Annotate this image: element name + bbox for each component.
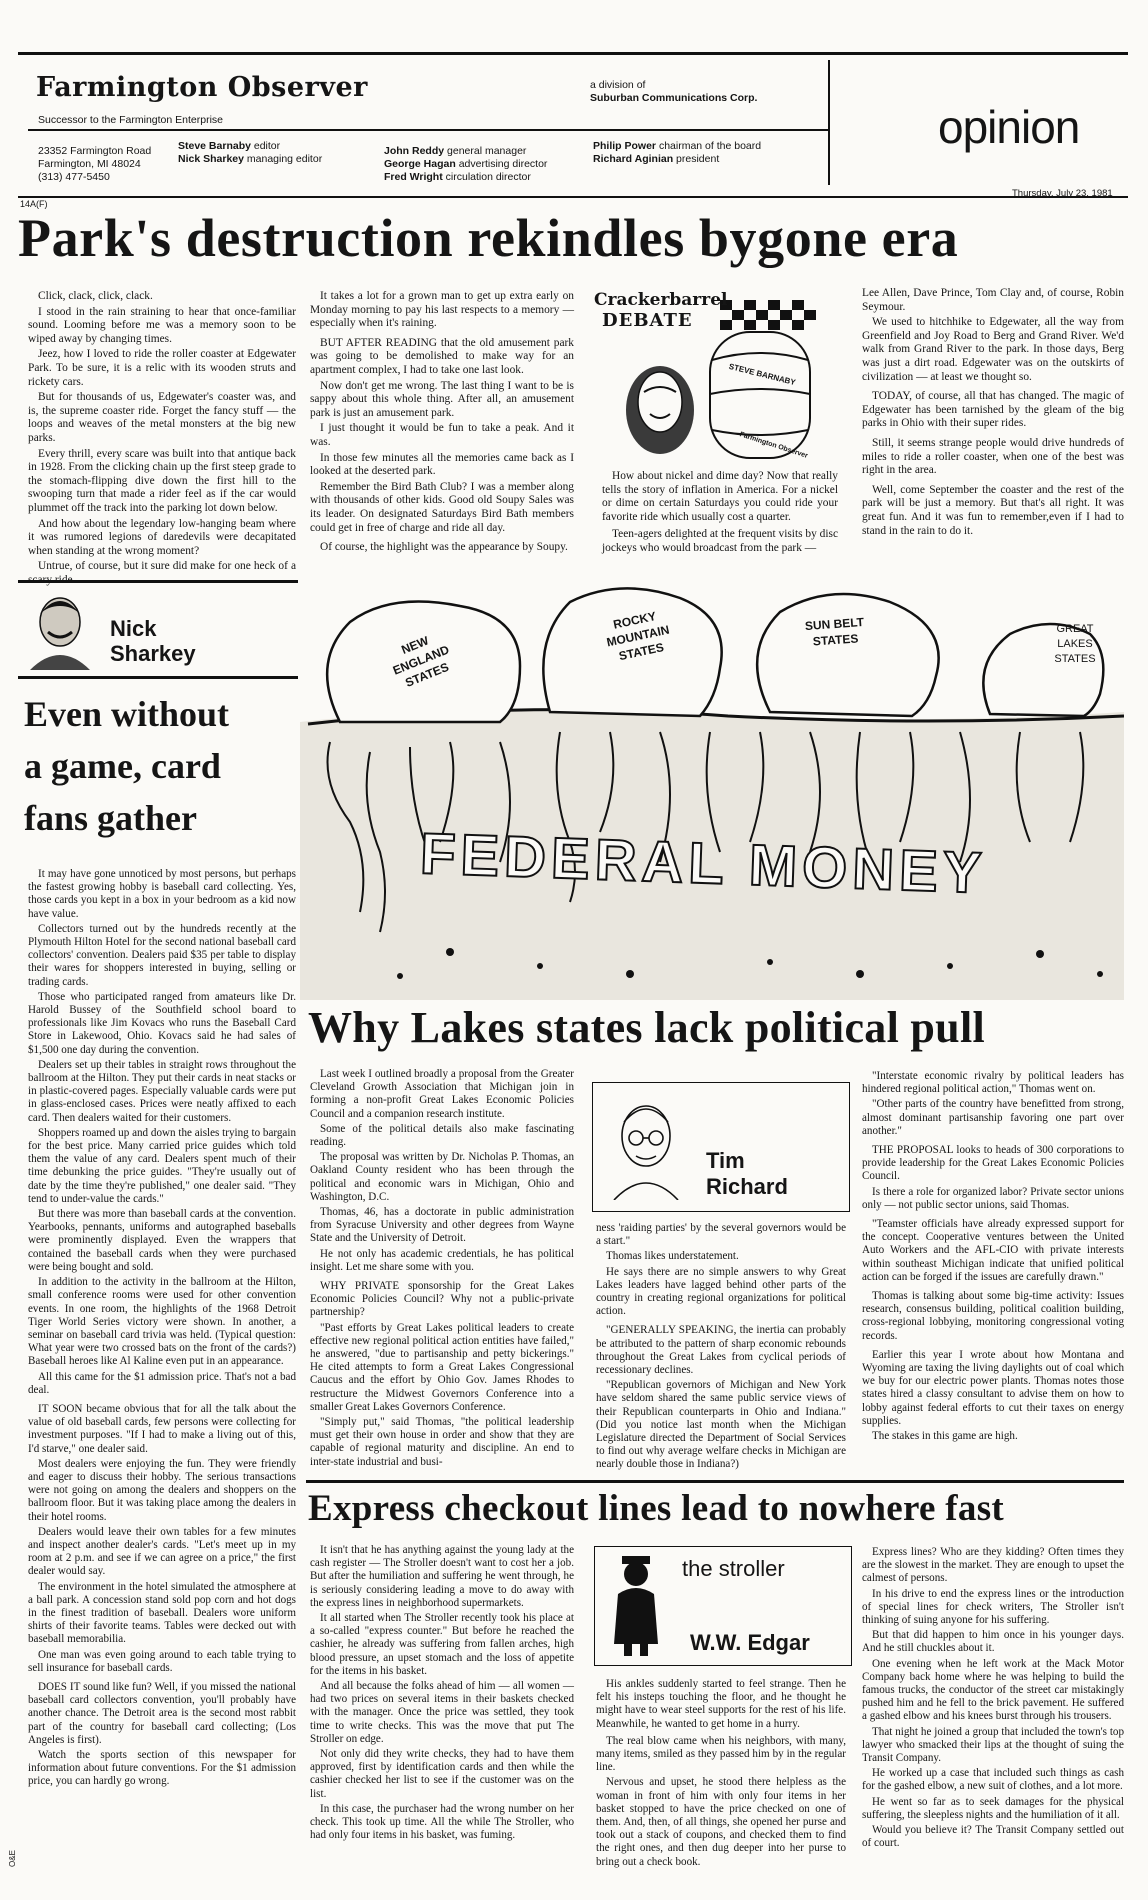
masthead-vertical-rule <box>828 60 830 185</box>
paragraph: "Other parts of the country have benefitted from strong, almost dominant partisanship favoring one part over another." <box>862 1098 1124 1137</box>
paragraph: IT SOON became obvious that for all the talk about the value of old baseball cards, few persons were collecting for investment purposes. "If I had to make a living out of this, I'd starve," one dealer said. <box>28 1402 296 1455</box>
debate-title: DEBATE <box>602 310 693 331</box>
article1-column-3 <box>602 470 838 558</box>
paragraph: "Republican governors of Michigan and New York have seldom shared the same public service views of their Republican counterparts in Ohio and Indiana." (Did you notice last month when the Michigan Legislature directed the Department of Social Services to find out why average welfare checks in Michigan are nearly double those in Indiana?) <box>596 1379 846 1471</box>
stroller-title: the stroller <box>682 1556 785 1581</box>
paragraph: That night he joined a group that included the town's top lawyer who smacked their lips at the thought of suing the Transit Company. <box>862 1725 1124 1765</box>
headline-card-fans <box>24 688 229 844</box>
masthead-top-rule <box>18 52 1128 55</box>
cartoon-caption-federal-money: FEDERAL MONEY <box>419 821 988 906</box>
paragraph: Shoppers roamed up and down the aisles trying to bargain for the best price. Many carried price guides which told them the value of any card. Dealers spent much of their time debunking the price guides. "They're usually out of date by the time they're published," one dealer said. "They tend to under-value the cards." <box>28 1126 296 1205</box>
article2-body <box>28 868 296 1791</box>
nick-sharkey-photo <box>26 592 94 670</box>
paragraph: "Teamster officials have already expressed support for the concept. Cooperative ventures between the United Auto Workers and the AFL-CIO with private interests within southeast Michigan indicate that unified political action can be forged if the issues are carefully drawn." <box>862 1218 1124 1283</box>
issue-date: Thursday, July 23, 1981 <box>1012 188 1113 199</box>
paragraph: WHY PRIVATE sponsorship for the Great Lakes Economic Policies Council? Why not a public-private partnership? <box>310 1280 574 1319</box>
paragraph: The environment in the hotel simulated the atmosphere at a ball park. A concession stand sold pop corn and hot dogs in the finest tradition of baseball. Dealers wore uniform shirts of their favorite teams. Tables were decked out with baseball memorabilia. <box>28 1580 296 1646</box>
paragraph: He says there are no simple answers to why Great Lakes leaders have lagged behind other parts of the country in creating regional organizations for political action. <box>596 1265 846 1318</box>
staff-entry: Steve Barnaby editor <box>178 140 281 152</box>
staff-entry: Fred Wright circulation director <box>384 171 531 183</box>
paragraph: Some of the political details also make fascinating reading. <box>310 1122 574 1149</box>
paragraph: Teen-agers delighted at the frequent visits by disc jockeys who would broadcast from the park — <box>602 528 838 554</box>
paragraph: Still, it seems strange people would drive hundreds of miles to ride a roller coaster, when one of the best was right in the area. <box>862 436 1124 477</box>
staff-column-2 <box>384 145 547 184</box>
article4-column-2 <box>596 1678 846 1871</box>
headline-park-destruction: Park's destruction rekindles bygone era <box>18 208 959 268</box>
paragraph: Now don't get me wrong. The last thing I want to be is sappy about this whole thing. After all, an amusement park is just an amusement park. <box>310 379 574 419</box>
division-line-1: a division of <box>590 79 646 91</box>
address-line-2: Farmington, MI 48024 <box>38 158 141 170</box>
paragraph: Every thrill, every scare was built into that antique back in 1928. From the clicking chain up the first steep grade to the stomach-flipping dive down the first hill to the swooping turn that made a rider feel as if the car would plummet off the track into the parking lot down below. <box>28 447 296 514</box>
paragraph: He worked up a case that included such things as cash for the gashed elbow, a new suit of clothes, and a lot more. <box>862 1767 1124 1793</box>
tim-richard-photo <box>606 1092 686 1200</box>
barrel-paper-band: Farmington Observer <box>738 431 809 460</box>
staff-column-1 <box>178 140 322 166</box>
page-number: 14A(F) <box>20 199 48 209</box>
paragraph: Would you believe it? The Transit Company settled out of court. <box>862 1824 1124 1850</box>
paragraph: It may have gone unnoticed by most persons, but perhaps the fastest growing hobby is baseball card collecting. Yes, those cards you kept in a box in your bedroom as a kid now have value. <box>28 868 296 920</box>
paragraph: All this came for the $1 admission price. That's not a bad deal. <box>28 1370 296 1396</box>
paragraph: Remember the Bird Bath Club? I was a member along with thousands of other kids. Good old Soupy Sales was its leader. On designated Saturdays Bird Bath members could get in free of charge and ride all day. <box>310 480 574 534</box>
paragraph: Jeez, how I loved to ride the roller coaster at Edgewater Park. To be sure, it is a relic with its wooden struts and rickety cars. <box>28 348 296 388</box>
paragraph: And how about the legendary low-hanging beam where it was rumored legions of daredevils were decapitated when standing at the wrong moment? <box>28 517 296 557</box>
margin-code: O&E <box>7 1850 17 1867</box>
headline-line: a game, card <box>24 746 221 786</box>
cartoon-label-new-england: NEW ENGLAND STATES <box>390 633 452 690</box>
paragraph: One evening when he left work at the Mack Motor Company back home where he was helping to build the famous trucks, the conductor of the street car mistakingly pushed him and he fell to the brick pavement. He suffered a gashed elbow and his knees burst through his trousers. <box>862 1657 1124 1723</box>
paragraph: Not only did they write checks, they had to have them approved, first by identification cards and then while the cashier checked her list to see if the customer was on the list. <box>310 1748 574 1800</box>
paragraph: Collectors turned out by the hundreds recently at the Plymouth Hilton Hotel for the second national baseball card collectors' convention. Dealers paid $35 per table to display their wares for shoppers interested in buying, selling or trading cards. <box>28 922 296 988</box>
section-title: opinion <box>938 101 1080 153</box>
staff-entry: Richard Aginian president <box>593 153 720 165</box>
paragraph: He went so far as to seek damages for the physical suffering, the sleepless nights and the humiliation of it all. <box>862 1795 1124 1821</box>
paragraph: "Simply put," said Thomas, "the political leadership must get their own house in order and show that they are capable of regional maturity and discipline. An end to inter-state industrial and busi- <box>310 1416 574 1468</box>
headline-lakes-states: Why Lakes states lack political pull <box>308 1003 985 1052</box>
address-block <box>38 145 151 184</box>
article1-column-2 <box>310 290 574 557</box>
nick-sharkey-avatar <box>26 592 94 670</box>
paragraph: Dealers set up their tables in straight rows throughout the ballroom at the Hilton. They put their cards in neat stacks or in plastic-covered pages. Especially valuable cards were put in glass-enclosed cases. Prices were neatly affixed to each card. Then dealers waited for their customers. <box>28 1058 296 1124</box>
crackerbarrel-debate-logo <box>592 290 842 468</box>
paragraph: Is there a role for organized labor? Private sector unions only — not public sector unions, said Thomas. <box>862 1185 1124 1211</box>
paragraph: The stakes in this game are high. <box>872 1430 1018 1443</box>
byline-nick: Nick <box>110 616 157 641</box>
barrel-name-band: STEVE BARNABY <box>727 361 797 388</box>
paragraph: It isn't that he has anything against the young lady at the cash register — The Stroller doesn't want to cost her a job. But after the humiliation and suffering he went through, he is seriously considering leading a move to do away with the express lines in neighborhood supermarkets. <box>310 1544 574 1609</box>
paragraph: In addition to the activity in the ballroom at the Hilton, small conference rooms were used for other convention events. In one room, the highlights of the 1968 Detroit Tiger World Series victory were shown. In another, a seminar on baseball card trivia was held. (Typical question: What year were two crossed bats on the front of the cards?) Baseball heroes like Al Kaline even put in an appearance. <box>28 1276 296 1368</box>
paragraph: One man was even going around to each table trying to sell insurance for baseball cards. <box>28 1648 296 1674</box>
paragraph: I just thought it would be fun to take a peak. And it was. <box>310 422 574 448</box>
staff-entry: Philip Power chairman of the board <box>593 140 762 152</box>
editorial-cartoon <box>300 582 1124 1000</box>
paragraph: It takes a lot for a grown man to get up extra early on Monday morning to pay his last respects to a memory — especially when it's raining. <box>310 290 574 330</box>
headline-express-checkout: Express checkout lines lead to nowhere fast <box>308 1488 1005 1529</box>
paragraph: Earlier this year I wrote about how Montana and Wyoming are taxing the living daylights out of coal which we buy for our electric power plants. Thomas notes those states hired a classy consultant to advise them on how to lobby against federal efforts to cut their taxes on energy supplies. <box>862 1348 1124 1427</box>
paragraph: But that did happen to him once in his younger days. And he still chuckles about it. <box>862 1629 1124 1655</box>
article3-column-2 <box>596 1222 846 1474</box>
article3-bottom-rule <box>306 1480 1124 1483</box>
paragraph: Those who participated ranged from amateurs like Dr. Harold Bussey of the Southfield school board to professionals like Jim Kovacs who runs the Baseball Card Store in Lakewood, Ohio. Kovacs said he had sales of $1,500 one day during the convention. <box>28 990 296 1056</box>
article1-column-1 <box>28 290 296 589</box>
paragraph: Watch the sports section of this newspaper for information about future conventions. For the $1 admission price, you can hardly go wrong. <box>28 1749 296 1788</box>
paragraph: Of course, the highlight was the appearance by Soupy. <box>320 541 568 554</box>
paragraph: The proposal was written by Dr. Nicholas P. Thomas, an Oakland County resident who has been through the political and economic wars in Michigan, Ohio and Washington, D.C. <box>310 1151 574 1203</box>
paragraph: Most dealers were enjoying the fun. They were friendly and eager to discuss their hobby. The serious transactions were not going on among the dealers and shoppers on the ballroom floor. But it was taking place among the dealers in their hotel rooms. <box>28 1457 296 1523</box>
paragraph: It all started when The Stroller recently took his place at a so-called "express counter." But before he reached the cashier, he already was suffering from fallen arches, high blood pressure, an upset stomach and the loss of appetite for the items in his basket. <box>310 1612 574 1677</box>
paragraph: TODAY, of course, all that has changed. The magic of Edgewater has been tarnished by the gleam of the big parks in Ohio with their super rides. <box>862 390 1124 430</box>
byline-richard: Richard <box>706 1174 788 1199</box>
paragraph: Thomas likes understatement. <box>606 1250 739 1263</box>
paragraph: DOES IT sound like fun? Well, if you missed the national baseball card collectors convention, you'll probably have another chance. The Detroit area is the second most rabbit part of the country for baseball card collecting; (Los Angeles is first). <box>28 1680 296 1746</box>
article3-column-1 <box>310 1068 574 1471</box>
paragraph: In his drive to end the express lines or the introduction of special lines for check writers, The Stroller isn't thinking of suing anyone for his suffering. <box>862 1587 1124 1627</box>
cartoon-label-sun-belt: SUN BELT STATES <box>804 614 865 649</box>
article3-column-3 <box>862 1070 1124 1445</box>
staff-entry: George Hagan advertising director <box>384 158 548 170</box>
stroller-author: W.W. Edgar <box>690 1630 810 1655</box>
successor-line: Successor to the Farmington Enterprise <box>38 114 224 126</box>
paragraph: Dealers would leave their own tables for a few minutes and inspect another dealer's cards. "Let's meet up in my room at 2 p.m. and see if we can agree on a price," the first dealer would say. <box>28 1525 296 1578</box>
paragraph: In this case, the purchaser had the wrong number on her check. This took up time. All the while The Stroller, who had only four items in his basket, was fuming. <box>310 1802 574 1842</box>
paragraph: Well, come September the coaster and the rest of the park will be just a memory. But that's all right. It was great fun. And it was fun to remember,even if I had to stand in the rain to do it. <box>862 483 1124 537</box>
crackerbarrel-title: Crackerbarrel <box>594 290 728 310</box>
date-rule <box>18 196 1128 198</box>
masthead-rule <box>28 129 828 131</box>
paragraph: Express lines? Who are they kidding? Often times they are the slowest in the market. They are enough to upset the calmest of persons. <box>862 1546 1124 1585</box>
article1-bottom-rule <box>18 580 298 583</box>
paragraph: "GENERALLY SPEAKING, the inertia can probably be attributed to the pattern of sharp economic rebounds throughout the Great Lakes from cyclical periods of recessionary declines. <box>596 1324 846 1377</box>
staff-column-3 <box>593 140 761 166</box>
paragraph: THE PROPOSAL looks to heads of 300 corporations to provide leadership for the Great Lakes Economic Policies Council. <box>862 1144 1124 1183</box>
paragraph: How about nickel and dime day? Now that really tells the story of inflation in America. For a nickel or dime on certain Saturdays you could ride your favorite ride which usually cost a quarter. <box>602 470 838 523</box>
staff-entry: John Reddy general manager <box>384 145 527 157</box>
staff-entry: Nick Sharkey managing editor <box>178 153 323 165</box>
address-line-1: 23352 Farmington Road <box>38 145 152 157</box>
paragraph: "Past efforts by Great Lakes political leaders to create effective new regional political action entities have failed," he answered, "due to partisanship and petty bickerings." He cited attempts to form a Great Lakes Congressional Caucus and the effort by Ohio Gov. James Rhodes to restructure the Midwest Governors Conference into a smaller Great Lakes Governors Conference. <box>310 1321 574 1413</box>
cartoon-label-rocky-mountain: ROCKY MOUNTAIN STATES <box>605 608 671 664</box>
byline-sharkey: Sharkey <box>110 641 196 666</box>
paragraph: The real blow came when his neighbors, with many, many items, smiled as they passed him by in the regular line. <box>596 1734 846 1774</box>
byline-tim: Tim <box>706 1148 745 1173</box>
stroller-figure-icon <box>608 1554 664 1658</box>
paragraph: But there was more than baseball cards at the convention. Yearbooks, pennants, uniforms and autographed baseballs were prominently displayed. Even the wrappers that contained the baseball cards when they were purchased were being bought and sold. <box>28 1208 296 1273</box>
paragraph: "Interstate economic rivalry by political leaders has hindered regional political action," Thomas went on. <box>862 1070 1124 1096</box>
paragraph: And all because the folks ahead of him — all women — had two prices on several items in their baskets checked with the manager. Once the price was settled, they took time to write checks. This was the move that put The Stroller on edge. <box>310 1680 574 1745</box>
paragraph: Click, clack, click, clack. <box>38 290 153 302</box>
paragraph: Thomas is talking about some big-time activity: Issues research, consensus building, political coalition building, cross-regional lobbying, monitoring congressional voting records. <box>862 1290 1124 1342</box>
headline-line: Even without <box>24 694 230 734</box>
paragraph: Lee Allen, Dave Prince, Tom Clay and, of course, Robin Seymour. <box>862 287 1124 313</box>
paragraph: Last week I outlined broadly a proposal from the Greater Cleveland Growth Association that Michigan join in forming a non-profit Great Lakes Economic Policies Council and a companion research institute. <box>310 1068 574 1120</box>
paragraph: ness 'raiding parties' by the several governors would be a start." <box>596 1222 846 1248</box>
byline-rule <box>18 676 298 679</box>
paragraph: In those few minutes all the memories came back as I looked at the deserted park. <box>310 451 574 478</box>
paragraph: His ankles suddenly started to feel strange. Then he felt his insteps touching the floor, and he thought he might have to wear steel supports for the rest of his life. Meanwhile, he wanted to get home in a hurry. <box>596 1678 846 1730</box>
paragraph: Nervous and upset, he stood there helpless as the woman in front of him with only four items in her basket stopped to have the price checked on one of them. And, then, of all things, she opened her purse and took out a stack of coupons, and checked them to find the right ones, and then dug deeper into her purse to bring out a check book. <box>596 1776 846 1868</box>
paragraph: I stood in the rain straining to hear that once-familiar sound. Looming before me was a memory soon to be wiped away by changing times. <box>28 305 296 345</box>
headline-line: fans gather <box>24 798 197 838</box>
address-line-3: (313) 477-5450 <box>38 171 110 183</box>
paragraph: We used to hitchhike to Edgewater, all the way from Greenfield and Joy Road to Berg and Grand River. We'd walk from Grand River to the park. In those days, Berg was just a dirt road. Edgewater was on the outskirts of civilization — at least we thought so. <box>862 316 1124 383</box>
paragraph: Untrue, of course, but it sure did make for one heck of a <box>38 560 296 573</box>
newspaper-name: Farmington Observer <box>36 72 368 103</box>
cartoon-label-great-lakes: GREAT LAKES STATES <box>1054 623 1096 665</box>
article4-column-1 <box>310 1544 574 1844</box>
paragraph: Thomas, 46, has a doctorate in public administration from Syracuse University and other degrees from Wayne State and the University of Detroit. <box>310 1206 574 1245</box>
division-line-2: Suburban Communications Corp. <box>590 92 758 104</box>
paragraph: He not only has academic credentials, he has political insight. Let me share some with you. <box>310 1247 574 1273</box>
article1-column-4 <box>862 287 1124 540</box>
paragraph: BUT AFTER READING that the old amusement park was going to be demolished to make way for an apartment complex, I had to take one last look. <box>310 336 574 376</box>
article4-column-3 <box>862 1546 1124 1852</box>
paragraph: But for thousands of us, Edgewater's coaster was, and is, the supreme coaster ride. Forget the fancy stuff — the loops and weaves of the metal monsters at the big new parks. <box>28 391 296 444</box>
tim-richard-avatar <box>606 1092 686 1200</box>
